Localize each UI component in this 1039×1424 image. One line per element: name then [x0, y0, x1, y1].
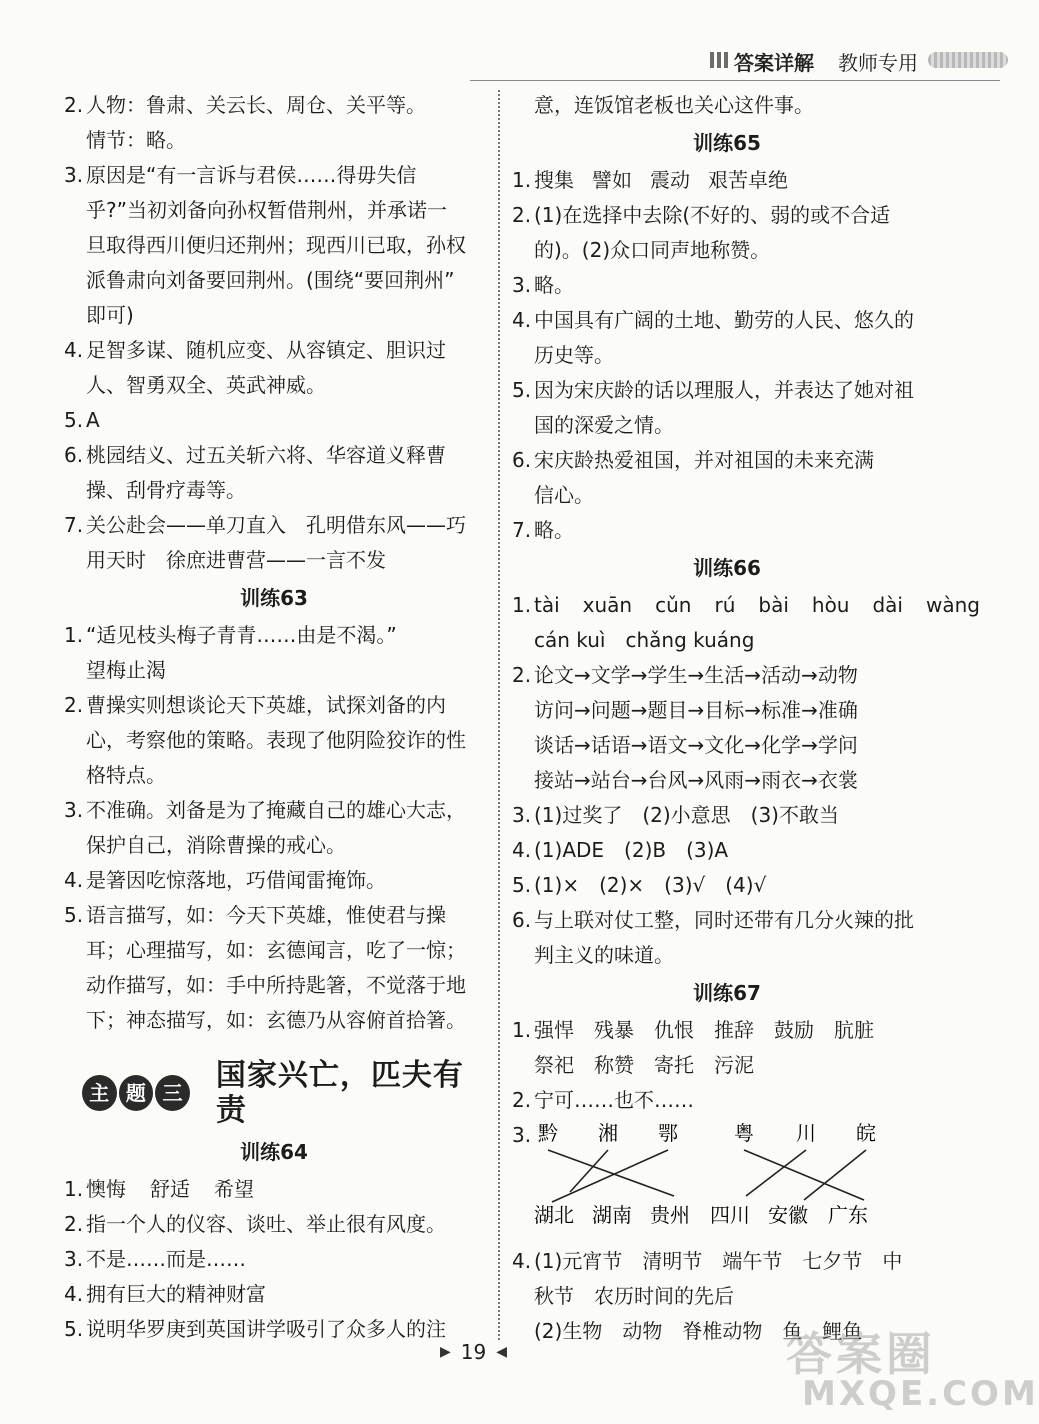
chain-word: 动物: [817, 663, 858, 687]
header-subtitle: 教师专用: [838, 51, 918, 75]
prov-hunan: 湖南: [592, 1203, 632, 1227]
t64-question-5: 5. 说明华罗庚到英国讲学吸引了众多人的注: [64, 1317, 446, 1341]
theme-heading: [82, 1058, 484, 1128]
arrow-icon: →: [574, 663, 591, 687]
theme-badge-1: 主: [82, 1075, 117, 1111]
chain-word: 活动: [761, 663, 802, 687]
left-triangle-icon: ◀: [496, 1344, 508, 1360]
chain-word: 语文: [647, 733, 688, 757]
arrow-icon: →: [801, 733, 818, 757]
arrow-icon: →: [687, 733, 705, 757]
t65-question-3: 3. 略。: [512, 273, 574, 297]
t63-question-2: 2. 曹操实则想谈论天下英雄，试探刘备的内 心，考察他的策略。表现了他阴险狡诈的性 格特点。: [64, 693, 466, 787]
matching-diagram: [534, 1118, 944, 1244]
header-title: 答案详解: [734, 51, 814, 75]
chain-word: 学生: [647, 663, 688, 687]
t64-question-2: 2. 指一个人的仪容、谈吐、举止很有风度。: [64, 1212, 446, 1236]
abbr-qian: 黔: [538, 1121, 558, 1145]
arrow-icon: →: [744, 698, 762, 722]
chain-word: 论文: [534, 663, 574, 687]
watermark: 答案圈 MXQE.COM: [786, 1327, 1039, 1414]
section-title-63: 训练63: [240, 586, 308, 610]
chain-word: 学问: [817, 733, 858, 757]
word-chains: [534, 658, 942, 798]
t65-question-1: 1. 搜集 譬如 震动 艰苦卓绝: [512, 168, 788, 192]
t63-question-1: 1. “适见枝头梅子青青……由是不渴。” 望梅止渴: [64, 623, 397, 682]
chain-word: 接站: [534, 768, 574, 792]
abbr-xiang: 湘: [598, 1121, 618, 1145]
t64-question-4: 4. 拥有巨大的精神财富: [64, 1282, 266, 1306]
t65-question-2: 2. (1)在选择中去除(不好的、弱的或不合适 的)。(2)众口同声地称赞。: [512, 203, 891, 262]
t63-question-3: 3. 不准确。刘备是为了掩藏自己的雄心大志， 保护自己，消除曹操的戒心。: [64, 798, 466, 857]
chain-word: 衣裳: [817, 768, 858, 792]
match-line-6: [804, 1150, 866, 1200]
t66-question-2: 2. 论文 → 文学 → 学生 → 生活 → 活动 → 动物 访问 → 问题 → 题目 → 目标 → 标准 → 准确 谈话 → 话语 → 语文 → 文化 → 化学 → 学问 接站 → 站台 → 台风 → 风雨 → 雨衣 → 衣裳: [512, 658, 942, 798]
arrow-icon: →: [801, 663, 818, 687]
abbr-chuan: 川: [796, 1121, 816, 1145]
t66-question-1: 1. tài xuān cǔn rú bài hòu dài wàng cán kuì chǎng kuáng: [512, 593, 980, 652]
arrow-icon: →: [687, 698, 705, 722]
theme-badge-2: 题: [119, 1075, 154, 1111]
chain-word: 题目: [647, 698, 688, 722]
t67-question-4: 4. (1)元宵节 清明节 端午节 七夕节 中 秋节 农历时间的先后 (2)生物 动物 脊椎动物 鱼 鲤鱼: [512, 1249, 903, 1343]
arrow-icon: →: [744, 733, 762, 757]
t65-question-7: 7. 略。: [512, 518, 574, 542]
word-chain-row: [534, 693, 942, 728]
chain-word: 生活: [704, 663, 745, 687]
t67-question-3: 3. 黔 湘 鄂 粤 川 皖 湖北 湖南 贵州 四川 安徽 广东: [512, 1118, 942, 1244]
arrow-icon: →: [574, 733, 591, 757]
chain-word: 谈话: [534, 733, 574, 757]
prov-hubei: 湖北: [534, 1203, 574, 1227]
header-rule: [470, 80, 1000, 81]
abbr-e: 鄂: [658, 1121, 678, 1145]
question-6: 6. 桃园结义、过五关斩六将、华容道义释曹 操、刮骨疗毒等。: [64, 443, 446, 502]
question-3: 3. 原因是“有一言诉与君侯……得毋失信 乎?”当初刘备向孙权暂借荆州，并承诺一 旦取得西川便归还荆州；现西川已取，孙权 派鲁肃向刘备要回荆州。(围绕“要回荆州” 即可): [64, 163, 466, 327]
question-2: 2. 人物：鲁肃、关云长、周仓、关平等。 情节：略。: [64, 93, 426, 152]
abbr-wan: 皖: [856, 1121, 876, 1145]
chain-word: 访问: [534, 698, 574, 722]
section-title-65: 训练65: [693, 131, 761, 155]
question-4: 4. 足智多谋、随机应变、从容镇定、胆识过 人、智勇双全、英武神威。: [64, 338, 446, 397]
arrow-icon: →: [801, 768, 818, 792]
header-decoration: [928, 52, 1008, 68]
match-line-5: [746, 1150, 806, 1196]
arrow-icon: →: [630, 768, 648, 792]
chain-word: 目标: [704, 698, 745, 722]
question-7: 7. 关公赴会——单刀直入 孔明借东风——巧 用天时 徐庶进曹营——一言不发: [64, 513, 466, 572]
chain-word: 文学: [590, 663, 631, 687]
prov-sichuan: 四川: [710, 1203, 750, 1227]
prov-guangdong: 广东: [828, 1203, 868, 1227]
chain-word: 标准: [761, 698, 802, 722]
left-column: [64, 88, 484, 1347]
section-title-66: 训练66: [693, 556, 761, 580]
t64-question-1: 1. 懊悔 舒适 希望: [64, 1177, 254, 1201]
continued-line: 意，连饭馆老板也关心这件事。: [534, 93, 814, 117]
prov-anhui: 安徽: [768, 1203, 808, 1227]
t66-question-4: 4. (1)ADE (2)B (3)A: [512, 838, 729, 862]
chain-word: 文化: [704, 733, 745, 757]
arrow-icon: →: [744, 663, 762, 687]
section-title-64: 训练64: [240, 1140, 308, 1164]
abbr-yue: 粤: [734, 1121, 754, 1145]
chain-word: 话语: [590, 733, 631, 757]
t65-question-5: 5. 因为宋庆龄的话以理服人，并表达了她对祖 国的深爱之情。: [512, 378, 914, 437]
arrow-icon: →: [574, 698, 591, 722]
page-number: ▶ 19 ◀: [440, 1340, 508, 1364]
arrow-icon: →: [630, 698, 648, 722]
t66-question-6: 6. 与上联对仗工整，同时还带有几分火辣的批 判主义的味道。: [512, 908, 914, 967]
theme-badge-3: 三: [155, 1075, 190, 1111]
chain-word: 站台: [590, 768, 631, 792]
arrow-icon: →: [630, 733, 648, 757]
t67-question-2: 2. 宁可……也不……: [512, 1088, 694, 1112]
arrow-icon: →: [687, 768, 705, 792]
t65-question-6: 6. 宋庆龄热爱祖国，并对祖国的未来充满 信心。: [512, 448, 874, 507]
chain-word: 化学: [761, 733, 802, 757]
t63-question-5: 5. 语言描写，如：今天下英雄，惟使君与操 耳；心理描写，如：玄德闻言，吃了一惊； 动作描写，如：手中所持匙箸，不觉落于地 下；神态描写，如：玄德乃从容俯首拾箸。: [64, 903, 466, 1032]
t67-question-1: 1. 强悍 残暴 仇恨 推辞 鼓励 肮脏 祭祀 称赞 寄托 污泥: [512, 1018, 874, 1077]
column-divider: [498, 90, 500, 1340]
chain-word: 风雨: [704, 768, 745, 792]
word-chain-row: [534, 763, 942, 798]
match-line-1: [548, 1150, 674, 1196]
chain-word: 台风: [647, 768, 688, 792]
t63-question-4: 4. 是箸因吃惊落地，巧借闻雷掩饰。: [64, 868, 386, 892]
chain-word: 准确: [817, 698, 858, 722]
right-column: [512, 88, 980, 1349]
chain-word: 雨衣: [761, 768, 802, 792]
match-line-4: [744, 1150, 864, 1200]
header-bars-icon: [710, 52, 731, 72]
t64-question-3: 3. 不是……而是……: [64, 1247, 246, 1271]
arrow-icon: →: [801, 698, 818, 722]
chain-word: 问题: [590, 698, 631, 722]
t66-question-5: 5. (1)× (2)× (3)√ (4)√: [512, 873, 767, 897]
word-chain-row: [534, 658, 942, 693]
section-title-67: 训练67: [693, 981, 761, 1005]
right-triangle-icon: ▶: [440, 1344, 451, 1360]
arrow-icon: →: [630, 663, 648, 687]
word-chain-row: [534, 728, 942, 763]
t66-question-3: 3. (1)过奖了 (2)小意思 (3)不敢当: [512, 803, 839, 827]
province-matching: [534, 1118, 942, 1244]
question-5: 5. A: [64, 408, 100, 432]
arrow-icon: →: [574, 768, 591, 792]
prov-guizhou: 贵州: [650, 1203, 690, 1227]
page-header: [700, 44, 1000, 76]
t65-question-4: 4. 中国具有广阔的土地、勤劳的人民、悠久的 历史等。: [512, 308, 914, 367]
theme-title: 国家兴亡，匹夫有责: [215, 1058, 464, 1128]
arrow-icon: →: [687, 663, 705, 687]
arrow-icon: →: [744, 768, 762, 792]
